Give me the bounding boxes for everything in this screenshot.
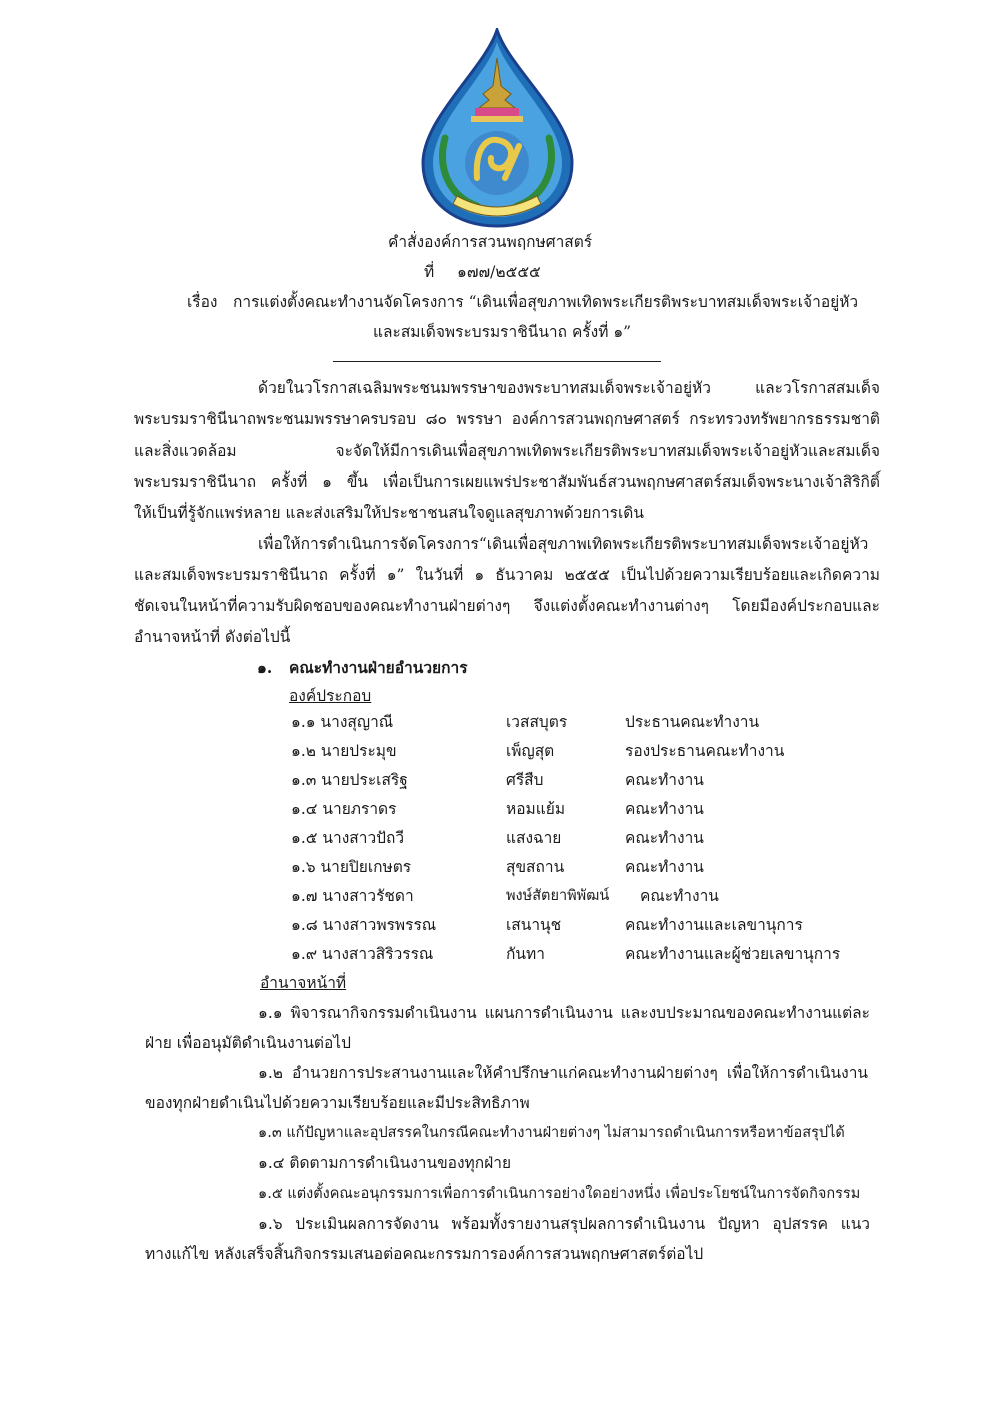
member-surname: กันทา	[506, 945, 545, 963]
member-role: คณะทำงาน	[625, 800, 704, 818]
member-role: คณะทำงาน	[625, 771, 704, 789]
para2-line: และสมเด็จพระบรมราชินีนาถ ครั้งที่ ๑” ในวันที่ ๑ ธันวาคม ๒๕๕๕ เป็นไปด้วยความเรียบร้อยและเกิดความ	[134, 566, 880, 584]
duty-line: ฝ่าย เพื่ออนุมัติดำเนินงานต่อไป	[145, 1034, 351, 1052]
member-surname: แสงฉาย	[506, 829, 562, 847]
member-name: ๑.๘ นางสาวพรพรรณ	[291, 916, 437, 934]
para1-line: และสิ่งแวดล้อม จะจัดให้มีการเดินเพื่อสุขภาพเทิดพระเกียรติพระบาทสมเด็จพระเจ้าอยู่หัวและสมเด็จ	[134, 442, 880, 460]
duty-line: ๑.๖ ประเมินผลการจัดงาน พร้อมทั้งรายงานสรุปผลการดำเนินงาน ปัญหา อุปสรรค แนว	[258, 1215, 870, 1233]
para1-line: พระบรมราชินีนาถ ครั้งที่ ๑ ขึ้น เพื่อเป็นการเผยแพร่ประชาสัมพันธ์สวนพฤกษศาสตร์สมเด็จพระนางเจ้าสิริกิติ์	[134, 473, 880, 491]
para2-line: ชัดเจนในหน้าที่ความรับผิดชอบของคณะทำงานฝ่ายต่างๆ จึงแต่งตั้งคณะทำงานต่างๆ โดยมีองค์ประกอบและ	[134, 597, 880, 615]
member-name: ๑.๖ นายปิยเกษตร	[291, 858, 412, 876]
member-name: ๑.๙ นางสาวสิริวรรณ	[291, 945, 434, 963]
duty-line: ของทุกฝ่ายดำเนินไปด้วยความเรียบร้อยและมีประสิทธิภาพ	[145, 1094, 530, 1112]
member-name: ๑.๓ นายประเสริฐ	[291, 771, 408, 789]
section1-number: ๑.	[257, 658, 273, 677]
member-surname: เวสสบุตร	[506, 713, 568, 731]
order-number: ๑๗๗/๒๕๕๕	[457, 263, 541, 281]
organization-logo	[415, 28, 580, 228]
composition-label: องค์ประกอบ	[289, 687, 372, 705]
order-title: คำสั่งองค์การสวนพฤกษศาสตร์	[388, 233, 593, 251]
para2-line: เพื่อให้การดำเนินการจัดโครงการ“เดินเพื่อสุขภาพเทิดพระเกียรติพระบาทสมเด็จพระเจ้าอยู่หัว	[258, 535, 869, 553]
member-role: คณะทำงานและผู้ช่วยเลขานุการ	[625, 945, 841, 963]
member-surname: ศรีสืบ	[506, 771, 544, 789]
member-surname: หอมแย้ม	[506, 800, 566, 818]
duty-line: ๑.๔ ติดตามการดำเนินงานของทุกฝ่าย	[258, 1154, 512, 1172]
section1-title: คณะทำงานฝ่ายอำนวยการ	[289, 658, 468, 677]
member-name: ๑.๒ นายประมุข	[291, 742, 397, 760]
duty-line: ๑.๕ แต่งตั้งคณะอนุกรรมการเพื่อการดำเนินการอย่างใดอย่างหนึ่ง เพื่อประโยชน์ในการจัดกิจกรรม	[258, 1186, 861, 1202]
order-number-label: ที่	[424, 263, 435, 281]
member-name: ๑.๔ นายภราดร	[291, 800, 397, 818]
member-role: คณะทำงาน	[625, 858, 704, 876]
duty-line: ๑.๑ พิจารณากิจกรรมดำเนินงาน แผนการดำเนินงาน และงบประมาณของคณะทำงานแต่ละ	[258, 1004, 870, 1022]
duty-line: ทางแก้ไข หลังเสร็จสิ้นกิจกรรมเสนอต่อคณะกรรมการองค์การสวนพฤกษศาสตร์ต่อไป	[145, 1245, 704, 1263]
para1-line: พระบรมราชินีนาถพระชนมพรรษาครบรอบ ๘๐ พรรษา องค์การสวนพฤกษศาสตร์ กระทรวงทรัพยากรธรรมชาติ	[134, 410, 880, 428]
para1-line: ด้วยในวโรกาสเฉลิมพระชนมพรรษาของพระบาทสมเด็จพระเจ้าอยู่หัว และวโรกาสสมเด็จ	[258, 379, 880, 397]
duty-line: ๑.๓ แก้ปัญหาและอุปสรรคในกรณีคณะทำงานฝ่ายต่างๆ ไม่สามารถดำเนินการหรือหาข้อสรุปได้	[258, 1125, 845, 1141]
member-surname: เพ็ญสุต	[506, 742, 555, 760]
member-name: ๑.๑ นางสุญาณี	[291, 713, 394, 731]
member-role: คณะทำงานและเลขานุการ	[625, 916, 803, 934]
member-name: ๑.๗ นางสาวรัชดา	[291, 887, 414, 905]
member-surname: เสนานุช	[506, 916, 562, 934]
para1-line: ให้เป็นที่รู้จักแพร่หลาย และส่งเสริมให้ประชาชนสนใจดูแลสุขภาพด้วยการเดิน	[134, 504, 644, 522]
para2-line: อำนาจหน้าที่ ดังต่อไปนี้	[134, 628, 291, 646]
member-surname: สุขสถาน	[506, 858, 565, 876]
member-surname: พงษ์สัตยาพิพัฒน์	[506, 888, 610, 904]
member-role: ประธานคณะทำงาน	[625, 713, 760, 731]
subject-label: เรื่อง	[187, 293, 218, 311]
member-role: รองประธานคณะทำงาน	[625, 742, 785, 760]
subject-line-2: และสมเด็จพระบรมราชินีนาถ ครั้งที่ ๑”	[373, 323, 632, 341]
member-name: ๑.๕ นางสาวปัถวี	[291, 829, 405, 847]
member-role: คณะทำงาน	[625, 829, 704, 847]
member-role: คณะทำงาน	[640, 887, 719, 905]
duties-label: อำนาจหน้าที่	[260, 974, 347, 992]
subject-line-1: การแต่งตั้งคณะทำงานจัดโครงการ “เดินเพื่อสุขภาพเทิดพระเกียรติพระบาทสมเด็จพระเจ้าอยู่หัว	[233, 293, 859, 311]
duty-line: ๑.๒ อำนวยการประสานงานและให้คำปรึกษาแก่คณะทำงานฝ่ายต่างๆ เพื่อให้การดำเนินงาน	[258, 1064, 868, 1082]
header-divider	[333, 361, 661, 362]
